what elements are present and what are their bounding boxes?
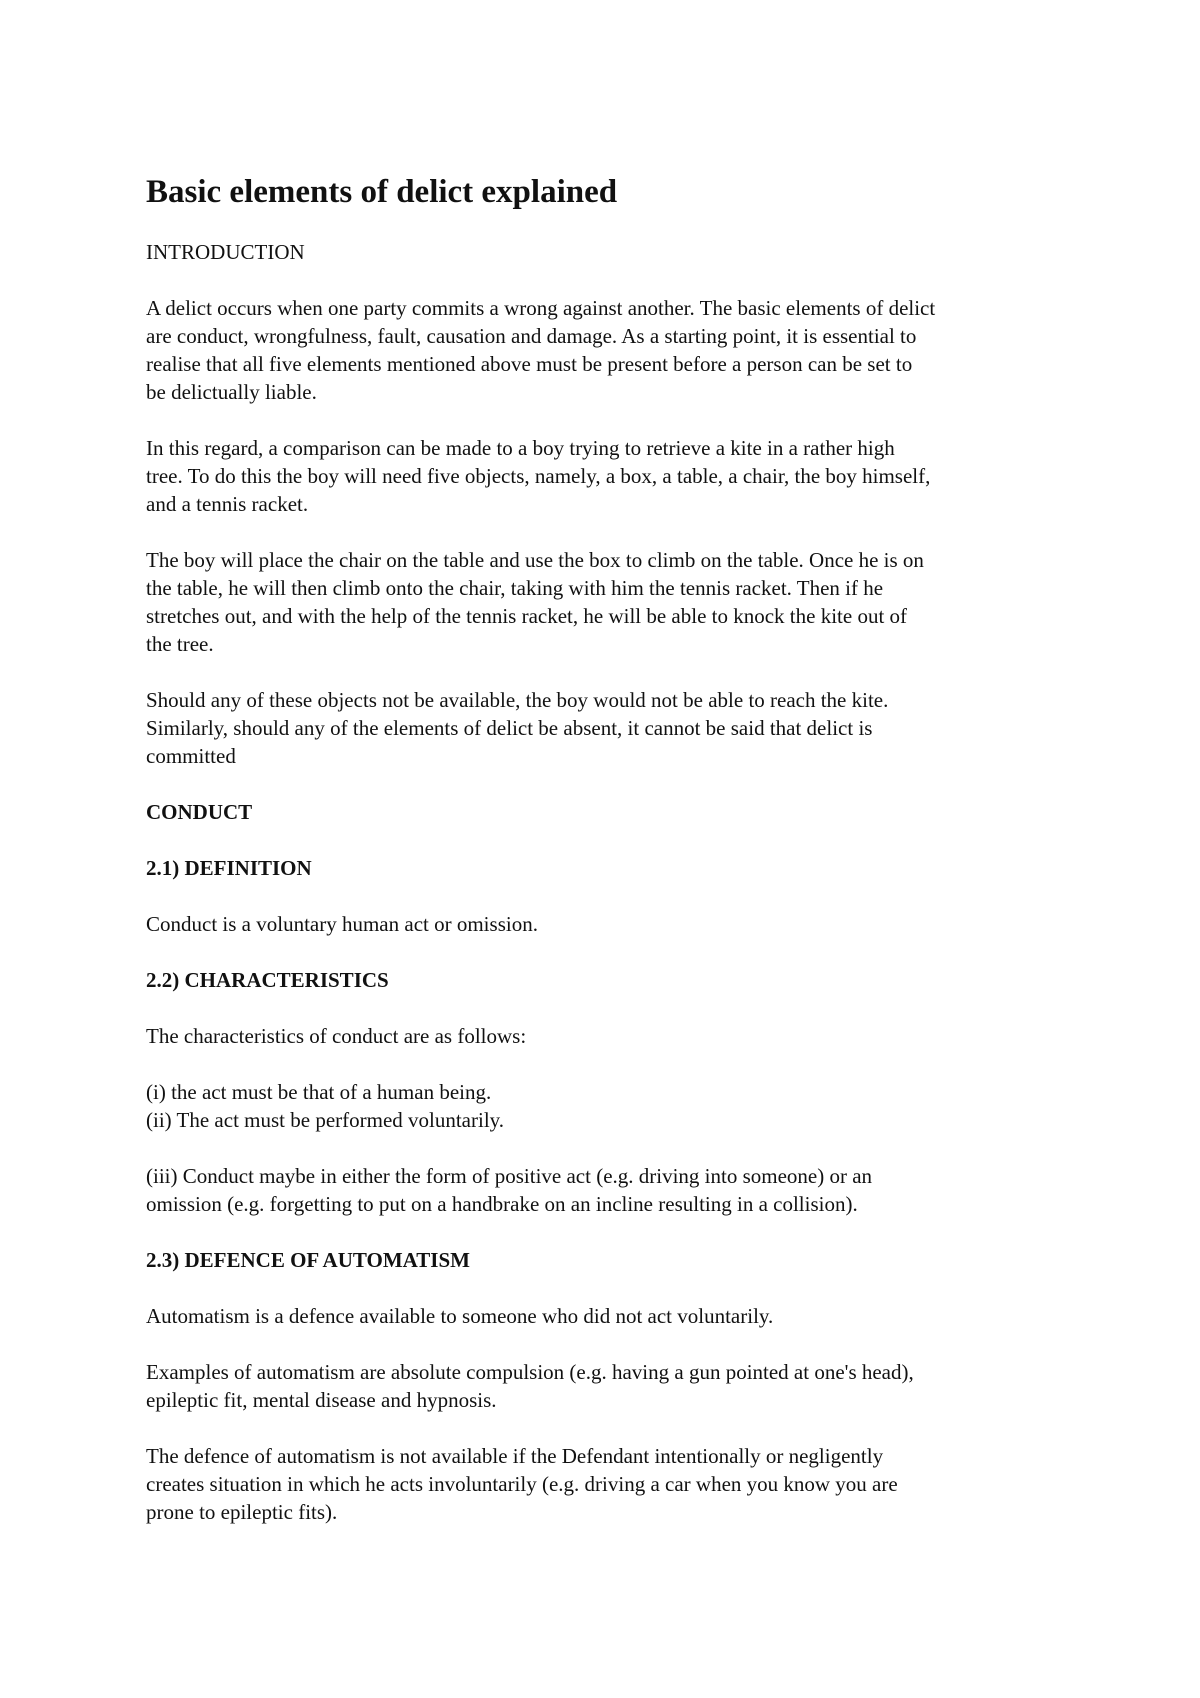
document-title: Basic elements of delict explained [146, 174, 618, 210]
text-line: the tree. [146, 632, 214, 656]
text-line: prone to epileptic fits). [146, 1500, 338, 1524]
document-body [146, 172, 1076, 1554]
list-item: (ii) The act must be performed voluntarily. [146, 1108, 505, 1132]
text-line: In this regard, a comparison can be made to a boy trying to retrieve a kite in a rather high [146, 436, 895, 460]
text-line: are conduct, wrongfulness, fault, causation and damage. As a starting point, it is essential to [146, 324, 917, 348]
text-line: Should any of these objects not be available, the boy would not be able to reach the kite. [146, 688, 889, 712]
intro-heading: INTRODUCTION [146, 240, 305, 264]
text-line: The defence of automatism is not available if the Defendant intentionally or negligently [146, 1444, 884, 1468]
definition-text [146, 910, 1076, 938]
text-line: (iii) Conduct maybe in either the form of positive act (e.g. driving into someone) or an [146, 1164, 873, 1188]
text-line: realise that all five elements mentioned above must be present before a person can be set to [146, 352, 913, 376]
text-line: The characteristics of conduct are as follows: [146, 1024, 527, 1048]
automatism-paragraph-3 [146, 1442, 1076, 1526]
text-line: the table, he will then climb onto the chair, taking with him the tennis racket. Then if he [146, 576, 884, 600]
automatism-paragraph-2 [146, 1358, 1076, 1414]
text-line: creates situation in which he acts involuntarily (e.g. driving a car when you know you are [146, 1472, 898, 1496]
text-line: Conduct is a voluntary human act or omission. [146, 912, 538, 936]
characteristics-paragraph-3 [146, 1162, 1076, 1218]
text-line: tree. To do this the boy will need five objects, namely, a box, a table, a chair, the boy himself, [146, 464, 931, 488]
intro-paragraph-4 [146, 686, 1076, 770]
text-line: and a tennis racket. [146, 492, 309, 516]
characteristics-list [146, 1078, 1076, 1134]
text-line: A delict occurs when one party commits a wrong against another. The basic elements of delict [146, 296, 936, 320]
intro-paragraph-2 [146, 434, 1076, 518]
characteristics-heading: 2.2) CHARACTERISTICS [146, 968, 389, 992]
characteristics-intro [146, 1022, 1076, 1050]
text-line: omission (e.g. forgetting to put on a handbrake on an incline resulting in a collision). [146, 1192, 858, 1216]
text-line: epileptic fit, mental disease and hypnosis. [146, 1388, 497, 1412]
text-line: Similarly, should any of the elements of delict be absent, it cannot be said that delict is [146, 716, 873, 740]
automatism-paragraph-1 [146, 1302, 1076, 1330]
conduct-heading: CONDUCT [146, 800, 253, 824]
intro-paragraph-3 [146, 546, 1076, 658]
list-item: (i) the act must be that of a human being. [146, 1080, 492, 1104]
intro-paragraph-1 [146, 294, 1076, 406]
definition-heading: 2.1) DEFINITION [146, 856, 312, 880]
text-line: stretches out, and with the help of the tennis racket, he will be able to knock the kite out of [146, 604, 908, 628]
text-line: be delictually liable. [146, 380, 317, 404]
text-line: The boy will place the chair on the table and use the box to climb on the table. Once he is on [146, 548, 924, 572]
automatism-heading: 2.3) DEFENCE OF AUTOMATISM [146, 1248, 470, 1272]
text-line: committed [146, 744, 236, 768]
text-line: Automatism is a defence available to someone who did not act voluntarily. [146, 1304, 774, 1328]
text-line: Examples of automatism are absolute compulsion (e.g. having a gun pointed at one's head), [146, 1360, 914, 1384]
